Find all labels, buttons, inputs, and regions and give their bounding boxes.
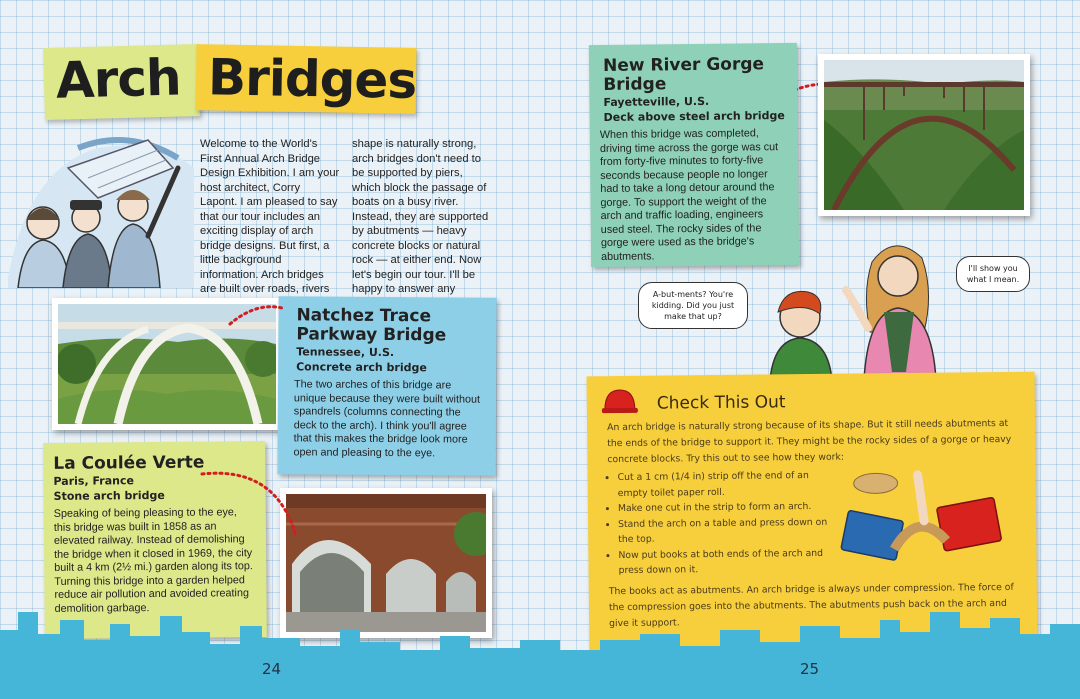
check-steps (594, 468, 829, 579)
newriver-location: Fayetteville, U.S. (603, 94, 710, 109)
boy-speech-bubble: A-but-ments? You're kidding. Did you just make that up? (638, 282, 748, 329)
natchez-type: Concrete arch bridge (296, 360, 427, 375)
coulee-title: La Coulée Verte (53, 452, 205, 474)
newriver-bridge-photo (818, 54, 1030, 216)
check-step: • Now put books at both ends of the arch and press down on it. (618, 545, 828, 578)
intro-column-1: Welcome to the World's First Annual Arch Bridge Design Exhibition. I am your host architect, Corry Lapont. I am pleased to say that our tour includes an exciting display of arch bridge designs. But first, a little background information. Arch bridges are built over roads, rivers (200, 138, 340, 295)
hard-hat-icon (601, 386, 639, 416)
city-skyline (0, 590, 1080, 699)
newriver-title-line2: Bridge (603, 74, 667, 95)
kids-illustration (764, 232, 964, 380)
coulee-type: Stone arch bridge (53, 488, 165, 503)
title-tag-arch (43, 44, 200, 120)
title-word-bridges: Bridges (207, 48, 417, 110)
books-arch-illustration (838, 468, 1009, 570)
natchez-card (277, 296, 496, 476)
girl-speech-bubble: I'll show you what I mean. (956, 256, 1030, 292)
natchez-text: The two arches of this bridge are unique because they were built without spandrels (columns connecting the deck to the arch). I think you'll agree that this makes the bridge look more open and pleasing to the eye. (293, 378, 481, 459)
check-step: • Cut a 1 cm (1/4 in) strip off the end of an empty toilet paper roll. (618, 468, 828, 501)
dotted-connector-coulee (196, 466, 306, 546)
coulee-text: Speaking of being pleasing to the eye, this bridge was built in 1858 as an elevated railway. Instead of demolishing the bridge when it closed in 1969, the city built a 4 km (2½ mi.) garden along its top. Turning this bridge into a garden helped reduce air pollution and avoided creating demolition garbage. (53, 506, 253, 615)
natchez-title-line1: Natchez Trace (296, 305, 432, 327)
natchez-location: Tennessee, U.S. (296, 345, 395, 360)
title-word-arch: Arch (55, 48, 182, 110)
tour-group-illustration (8, 128, 194, 288)
check-heading: Check This Out (656, 392, 786, 414)
newriver-title-line1: New River Gorge (602, 54, 765, 76)
check-step: • Make one cut in the strip to form an arch. (618, 499, 828, 517)
newriver-text: When this bridge was completed, driving time across the gorge was cut from forty-five minutes to forty-five seconds because people no longer had to take a long detour around the gorge. To support the weight of the arch and traffic loading, engineers used steel. The rocky sides of the gorge were used as the bridge's abutments. (599, 127, 779, 263)
check-step: • Stand the arch on a table and press down on the top. (618, 514, 828, 547)
check-outro: The books act as abutments. An arch bridge is always under compression. The force of the compression goes into the abutments. The abutments push back on the arch and give it support. (608, 581, 1014, 630)
intro-column-2: shape is naturally strong, arch bridges don't need to be supported by piers, which block the passage of boats on a busy river. Instead, they are supported by abutments — heavy concrete blocks or natural rock — at either end. Now let's begin our tour. I'll be happy to answer any (352, 138, 489, 295)
dotted-connector-natchez (226, 300, 286, 330)
page-number-left: 24 (262, 660, 282, 678)
natchez-title-line2: Parkway Bridge (296, 324, 447, 346)
check-intro: An arch bridge is naturally strong because of its shape. But it still needs abutments at the ends of the bridge to support it. They might be the rocky sides of a gorge or heavy concrete blocks. Try this out to see how they work: (607, 417, 1012, 466)
title-tag-bridges (195, 44, 416, 114)
page-number-right: 25 (800, 660, 820, 678)
coulee-location: Paris, France (53, 474, 134, 488)
newriver-type: Deck above steel arch bridge (603, 109, 785, 124)
